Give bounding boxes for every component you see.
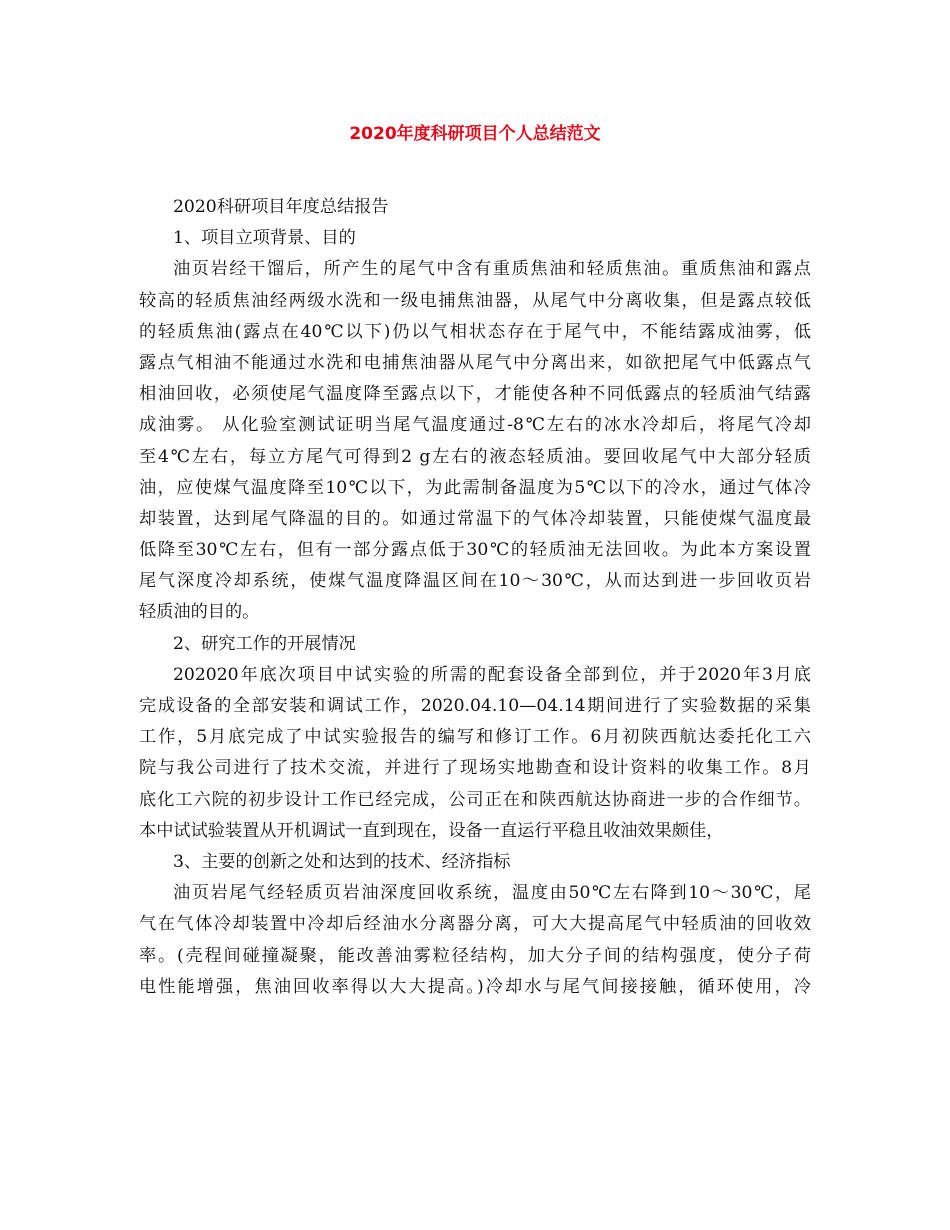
text-line: 率。(壳程间碰撞凝聚，能改善油雾粒径结构，加大分子间的结构强度，使分子荷	[139, 945, 811, 966]
text-line: 相油回收，必须使尾气温度降至露点以下，才能使各种不同低露点的轻质油气结露	[139, 384, 811, 405]
document-body	[139, 192, 811, 1003]
text-line: 至4℃左右，每立方尾气可得到2 g左右的液态轻质油。要回收尾气中大部分轻质	[139, 446, 811, 467]
text-line: 低降至30℃左右，但有一部分露点低于30℃的轻质油无法回收。为此本方案设置	[139, 540, 811, 561]
text-line: 尾气深度冷却系统，使煤气温度降温区间在10～30℃，从而达到进一步回收页岩	[139, 571, 811, 592]
text-line: 油页岩经干馏后，所产生的尾气中含有重质焦油和轻质焦油。重质焦油和露点	[173, 259, 811, 280]
text-line: 2020科研项目年度总结报告	[173, 197, 389, 217]
text-line: 油，应使煤气温度降至10℃以下，为此需制备温度为5℃以下的冷水，通过气体冷	[139, 477, 811, 498]
document-title: 2020年度科研项目个人总结范文	[349, 124, 601, 144]
text-line: 气在气体冷却装置中冷却后经油水分离器分离，可大大提高尾气中轻质油的回收效	[139, 914, 811, 935]
text-line: 电性能增强，焦油回收率得以大大提高。)冷却水与尾气间接接触，循环使用，冷	[139, 976, 811, 997]
text-line: 3、主要的创新之处和达到的技术、经济指标	[173, 851, 511, 872]
text-line: 油页岩尾气经轻质页岩油深度回收系统，温度由50℃左右降到10～30℃，尾	[173, 883, 811, 904]
text-line: 完成设备的全部安装和调试工作，2020.04.10—04.14期间进行了实验数据的采集	[139, 696, 811, 716]
text-line: 工作，5月底完成了中试实验报告的编写和修订工作。6月初陕西航达委托化工六	[139, 727, 811, 748]
text-line: 较高的轻质焦油经两级水洗和一级电捕焦油器，从尾气中分离收集，但是露点较低	[139, 290, 811, 311]
text-line: 1、项目立项背景、目的	[173, 228, 356, 249]
text-line: 2、研究工作的开展情况	[173, 633, 356, 654]
text-line: 底化工六院的初步设计工作已经完成，公司正在和陕西航达协商进一步的合作细节。	[139, 789, 811, 810]
text-line: 本中试试验装置从开机调试一直到现在，设备一直运行平稳且收油效果颇佳，	[139, 820, 724, 841]
text-line: 的轻质焦油(露点在40℃以下)仍以气相状态存在于尾气中，不能结露成油雾，低	[139, 321, 811, 342]
text-line: 轻质油的目的。	[139, 602, 260, 623]
text-line: 院与我公司进行了技术交流，并进行了现场实地勘查和设计资料的收集工作。8月	[139, 758, 811, 779]
text-line: 露点气相油不能通过水洗和电捕焦油器从尾气中分离出来，如欲把尾气中低露点气	[139, 352, 811, 373]
text-line: 成油雾。 从化验室测试证明当尾气温度通过-8℃左右的冰水冷却后，将尾气冷却	[139, 415, 811, 436]
text-line: 却装置，达到尾气降温的目的。如通过常温下的气体冷却装置，只能使煤气温度最	[139, 508, 811, 529]
text-line: 202020年底次项目中试实验的所需的配套设备全部到位，并于2020年3月底	[173, 664, 811, 685]
